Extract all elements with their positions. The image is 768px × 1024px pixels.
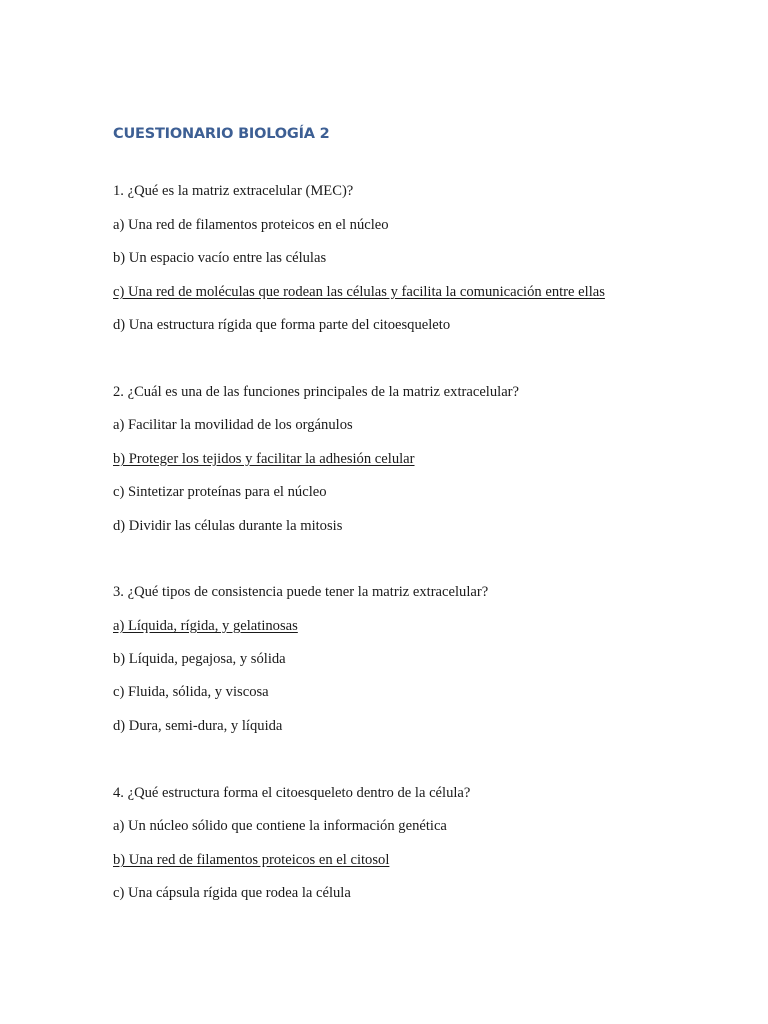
- question-1-option-b: b) Un espacio vacío entre las células: [113, 250, 327, 266]
- question-4-option-b-correct: b) Una red de filamentos proteicos en el citosol: [113, 852, 390, 868]
- question-2-option-b-correct: b) Proteger los tejidos y facilitar la adhesión celular: [113, 451, 415, 467]
- question-2-option-a: a) Facilitar la movilidad de los orgánulos: [113, 417, 353, 433]
- question-2-option-c: c) Sintetizar proteínas para el núcleo: [113, 484, 327, 500]
- question-3-option-b: b) Líquida, pegajosa, y sólida: [113, 651, 286, 667]
- question-3-option-a-correct: a) Líquida, rígida, y gelatinosas: [113, 618, 298, 634]
- question-4-text: 4. ¿Qué estructura forma el citoesqueleto dentro de la célula?: [113, 785, 471, 801]
- question-4-option-a: a) Un núcleo sólido que contiene la información genética: [113, 818, 447, 834]
- question-2-option-d: d) Dividir las células durante la mitosis: [113, 518, 343, 534]
- question-4-option-c: c) Una cápsula rígida que rodea la célula: [113, 885, 351, 901]
- question-2-text: 2. ¿Cuál es una de las funciones principales de la matriz extracelular?: [113, 384, 520, 400]
- question-3-option-d: d) Dura, semi-dura, y líquida: [113, 718, 283, 734]
- question-1-text: 1. ¿Qué es la matriz extracelular (MEC)?: [113, 183, 354, 199]
- document-title: CUESTIONARIO BIOLOGÍA 2: [113, 126, 330, 142]
- question-1-option-d: d) Una estructura rígida que forma parte del citoesqueleto: [113, 317, 451, 333]
- question-1-option-c-correct: c) Una red de moléculas que rodean las células y facilita la comunicación entre ellas: [113, 284, 605, 300]
- question-1-option-a: a) Una red de filamentos proteicos en el núcleo: [113, 217, 389, 233]
- question-3-text: 3. ¿Qué tipos de consistencia puede tener la matriz extracelular?: [113, 584, 489, 600]
- question-3-option-c: c) Fluida, sólida, y viscosa: [113, 684, 269, 700]
